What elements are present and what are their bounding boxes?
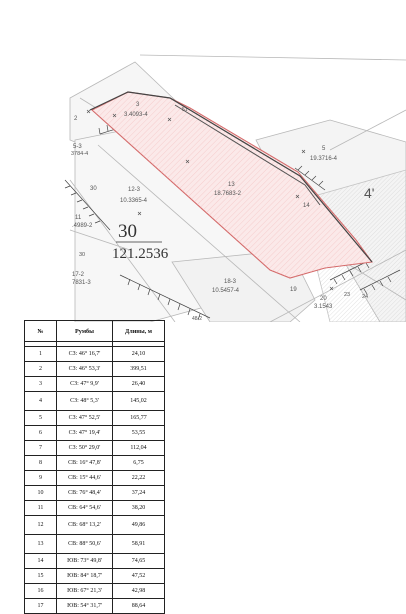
cell-length: 88,64 (113, 599, 165, 614)
cell-number: 12 (25, 516, 57, 535)
cell-number: 9 (25, 471, 57, 486)
cell-bearing: СЗ: 46° 16,7' (57, 347, 113, 362)
cell-bearing: СВ: 76° 48,4' (57, 486, 113, 501)
cell-length: 6,75 (113, 456, 165, 471)
label-parcel-3: 3 (136, 102, 140, 108)
cell-length: 399,51 (113, 362, 165, 377)
cell-number: 13 (25, 535, 57, 554)
cell-bearing: СЗ: 47° 9,9' (57, 377, 113, 392)
label-parcel-3-code: 3.4093-4 (124, 112, 148, 118)
cell-number: 1 (25, 347, 57, 362)
cell-number: 15 (25, 569, 57, 584)
cell-number: 7 (25, 441, 57, 456)
header-bearing: Румбы (57, 321, 113, 342)
table-header-row (25, 321, 165, 342)
cell-number: 6 (25, 426, 57, 441)
label-30: 30 (90, 186, 97, 192)
cell-bearing: СВ: 64° 54,6' (57, 501, 113, 516)
table-row (25, 362, 165, 377)
table-row (25, 554, 165, 569)
label-17-2: 17-2 (72, 272, 85, 278)
table-row (25, 599, 165, 614)
cell-bearing: ЮВ: 67° 21,3' (57, 584, 113, 599)
table-row (25, 347, 165, 362)
table-row (25, 377, 165, 392)
label-5: 5 (322, 146, 326, 152)
table-row (25, 471, 165, 486)
cell-length: 145,02 (113, 392, 165, 411)
cell-length: 22,22 (113, 471, 165, 486)
cell-bearing: СЗ: 46° 53,3' (57, 362, 113, 377)
cell-number: 14 (25, 554, 57, 569)
label-5-3-code: 3784-4 (71, 151, 89, 157)
cell-number: 3 (25, 377, 57, 392)
cell-number: 4 (25, 392, 57, 411)
table-row (25, 516, 165, 535)
cell-length: 49,86 (113, 516, 165, 535)
label-13-code: 18.7683-2 (214, 191, 242, 197)
cell-length: 47,52 (113, 569, 165, 584)
cell-bearing: СЗ: 50° 29,0' (57, 441, 113, 456)
header-number: № (25, 321, 57, 342)
cell-length: 74,65 (113, 554, 165, 569)
block-area: 121.2536 (112, 246, 169, 262)
table-row (25, 441, 165, 456)
label-51: 51 (182, 107, 188, 113)
cell-bearing: ЮВ: 84° 18,7' (57, 569, 113, 584)
label-20: 20 (320, 296, 327, 302)
label-20-code: 3.1543 (314, 304, 333, 310)
label-4: 4' (364, 185, 375, 201)
cell-length: 165,77 (113, 411, 165, 426)
label-11-code: .4989-2 (72, 223, 93, 229)
block-number: 30 (118, 221, 137, 242)
cell-bearing: СЗ: 47° 52,5' (57, 411, 113, 426)
table-row (25, 535, 165, 554)
label-18-3: 18-3 (224, 279, 237, 285)
cell-length: 112,04 (113, 441, 165, 456)
cell-number: 11 (25, 501, 57, 516)
label-5-3: 5-3 (73, 144, 82, 150)
bearings-table (24, 320, 165, 614)
cell-length: 24,10 (113, 347, 165, 362)
cell-bearing: СВ: 16° 47,8' (57, 456, 113, 471)
cell-length: 58,91 (113, 535, 165, 554)
table-row (25, 392, 165, 411)
table-row (25, 584, 165, 599)
table-row (25, 456, 165, 471)
cell-bearing: СЗ: 47° 19,4' (57, 426, 113, 441)
label-14: 14 (303, 203, 310, 209)
cell-length: 42,98 (113, 584, 165, 599)
cell-length: 53,55 (113, 426, 165, 441)
cell-number: 2 (25, 362, 57, 377)
cell-bearing: СВ: 88° 50,6' (57, 535, 113, 554)
cell-length: 26,40 (113, 377, 165, 392)
label-17-2-code: 7831-3 (72, 280, 91, 286)
cell-bearing: ЮВ: 54° 31,7' (57, 599, 113, 614)
table-row (25, 426, 165, 441)
cell-bearing: СВ: 15° 44,6' (57, 471, 113, 486)
label-12-3: 12-3 (128, 187, 141, 193)
label-19: 19 (290, 287, 297, 293)
table-row (25, 486, 165, 501)
cell-number: 5 (25, 411, 57, 426)
header-length: Длины, м (113, 321, 165, 342)
label-13: 13 (228, 182, 235, 188)
cell-length: 37,24 (113, 486, 165, 501)
label-5-code: 19.3716-4 (310, 156, 338, 162)
table-row (25, 569, 165, 584)
cell-length: 38,20 (113, 501, 165, 516)
cell-bearing: ЮВ: 73° 49,8' (57, 554, 113, 569)
cell-number: 16 (25, 584, 57, 599)
label-48-2: 48-2 (192, 316, 203, 322)
label-18-3-code: 10.5457-4 (212, 288, 240, 294)
label-2: 2 (74, 116, 78, 122)
table-row (25, 501, 165, 516)
cell-bearing: СЗ: 48° 5,3' (57, 392, 113, 411)
label-24: 24 (362, 294, 369, 300)
cell-number: 8 (25, 456, 57, 471)
cell-bearing: СВ: 68° 13,2' (57, 516, 113, 535)
table-row (25, 411, 165, 426)
label-11: 11 (75, 215, 82, 221)
label-12-3-code: 10.3365-4 (120, 198, 148, 204)
cell-number: 17 (25, 599, 57, 614)
cell-number: 10 (25, 486, 57, 501)
label-30b: 30 (79, 252, 86, 258)
label-23: 23 (344, 292, 351, 298)
